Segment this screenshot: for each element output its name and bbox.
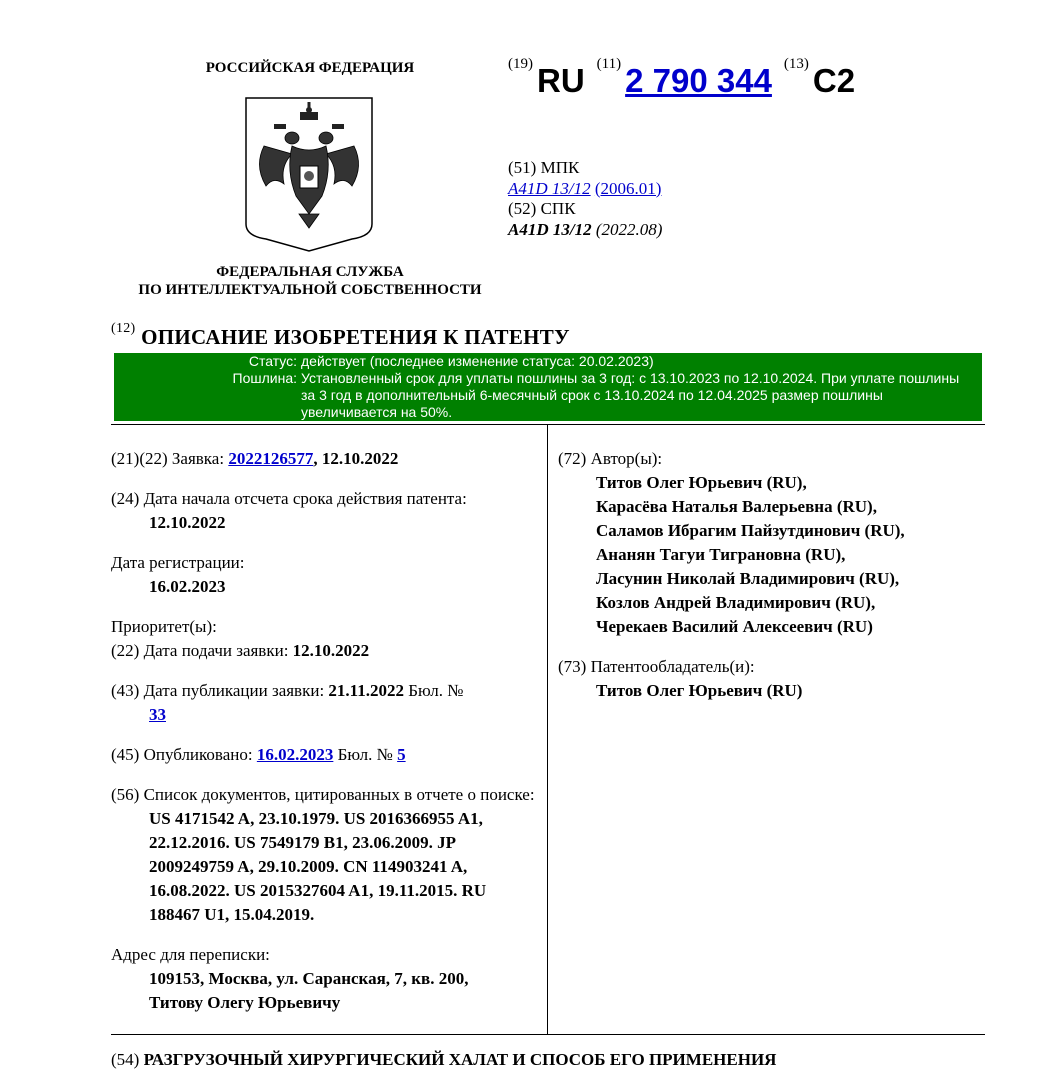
priority-label: Приоритет(ы): xyxy=(111,617,217,636)
coat-of-arms-icon xyxy=(244,96,374,257)
published-bulletin: Бюл. № xyxy=(337,745,393,764)
term-start-value: 12.10.2022 xyxy=(149,513,226,532)
ipc-label: (51) МПК xyxy=(508,158,580,177)
ipc-code-link[interactable]: A41D 13/12 xyxy=(508,178,591,198)
cpc-label: (52) СПК xyxy=(508,199,576,218)
app-pub-bulletin-link[interactable]: 33 xyxy=(149,705,166,724)
status-value: действует (последнее изменение статуса: 20.02.2023) xyxy=(301,353,654,369)
citations-field xyxy=(111,783,541,927)
status-box xyxy=(114,353,982,421)
author-item: Ананян Тагуи Тиграновна (RU), xyxy=(596,545,846,564)
published-bulletin-link[interactable]: 5 xyxy=(397,745,406,764)
invention-title-text: РАЗГРУЗОЧНЫЙ ХИРУРГИЧЕСКИЙ ХАЛАТ И СПОСОБ ЕГО ПРИМЕНЕНИЯ xyxy=(143,1050,777,1069)
address-line-2: Титову Олегу Юрьевичу xyxy=(149,993,341,1012)
author-item: Козлов Андрей Владимирович (RU), xyxy=(596,593,876,612)
app-publication-field xyxy=(111,679,541,727)
patent-number-line xyxy=(508,56,856,100)
classification-block xyxy=(508,158,662,240)
country-name: РОССИЙСКАЯ ФЕДЕРАЦИЯ xyxy=(205,60,415,76)
filing-field xyxy=(111,639,541,663)
filing-label: (22) Дата подачи заявки: xyxy=(111,641,289,660)
patent-number-link[interactable]: 2 790 344 xyxy=(625,62,772,99)
code-13: (13) xyxy=(783,56,809,72)
citations-label: (56) Список документов, цитированных в отчете о поиске: xyxy=(111,785,535,804)
owner-label: (73) Патентообладатель(и): xyxy=(558,657,755,676)
application-number-link[interactable]: 2022126577 xyxy=(228,449,314,468)
document-title xyxy=(111,321,570,350)
kind-code: C2 xyxy=(812,62,856,99)
left-column xyxy=(111,447,541,1031)
agency-name xyxy=(110,263,510,299)
cpc-code: A41D 13/12 xyxy=(508,219,592,239)
divider-bottom xyxy=(111,1034,985,1035)
address-line-1: 109153, Москва, ул. Саранская, 7, кв. 200, xyxy=(149,969,469,988)
author-item: Карасёва Наталья Валерьевна (RU), xyxy=(596,497,877,516)
term-start-label: (24) Дата начала отсчета срока действия патента: xyxy=(111,489,467,508)
application-label: (21)(22) Заявка: xyxy=(111,449,225,468)
authors-label: (72) Автор(ы): xyxy=(558,449,663,468)
registration-field xyxy=(111,551,541,599)
application-field xyxy=(111,447,541,471)
author-item: Титов Олег Юрьевич (RU), xyxy=(596,473,807,492)
author-item: Черекаев Василий Алексеевич (RU) xyxy=(596,617,873,636)
author-item: Саламов Ибрагим Пайзутдинович (RU), xyxy=(596,521,905,540)
code-54: (54) xyxy=(111,1050,140,1069)
country-code: RU xyxy=(537,62,585,99)
document-title-text: ОПИСАНИЕ ИЗОБРЕТЕНИЯ К ПАТЕНТУ xyxy=(141,325,570,349)
cpc-row xyxy=(508,220,662,241)
published-date-link[interactable]: 16.02.2023 xyxy=(256,745,334,764)
authors-field xyxy=(558,447,978,639)
status-label: Статус: xyxy=(248,353,297,369)
address-label: Адрес для переписки: xyxy=(111,945,270,964)
column-divider xyxy=(547,425,548,1035)
citations-value: US 4171542 A, 23.10.1979. US 2016366955 A1, 22.12.2016. US 7549179 B1, 23.06.2009. JP 2009249759 A, 29.10.2009. CN 114903241 A, 16.08.2022. US 2015327604 A1, 19.11.2015. RU 188467 U1, 15.04.2019. xyxy=(149,809,487,924)
term-start-field xyxy=(111,487,541,535)
owner-value: Титов Олег Юрьевич (RU) xyxy=(596,681,803,700)
author-item: Ласунин Николай Владимирович (RU), xyxy=(596,569,900,588)
address-field xyxy=(111,943,541,1015)
published-label: (45) Опубликовано: xyxy=(111,745,253,764)
app-pub-label: (43) Дата публикации заявки: xyxy=(111,681,325,700)
cpc-version: (2022.08) xyxy=(595,219,663,239)
app-pub-value: 21.11.2022 xyxy=(328,681,404,700)
filing-value: 12.10.2022 xyxy=(292,641,370,660)
app-pub-bulletin: Бюл. № xyxy=(408,681,464,700)
registration-value: 16.02.2023 xyxy=(149,577,226,596)
fee-value: Установленный срок для уплаты пошлины за 3 год: с 13.10.2023 по 12.10.2024. При уплате пошлины за 3 год в дополнительный 6-месячный срок с 13.10.2024 по 12.04.2025 размер пошлины увеличивается на 50%. xyxy=(301,370,960,420)
code-11: (11) xyxy=(596,56,622,72)
owner-field xyxy=(558,655,978,703)
ipc-version-link[interactable]: (2006.01) xyxy=(594,178,662,198)
ipc-row xyxy=(508,179,662,200)
right-column xyxy=(558,447,978,719)
code-19: (19) xyxy=(508,56,533,72)
code-12: (12) xyxy=(111,321,136,336)
agency-line-2: ПО ИНТЕЛЛЕКТУАЛЬНОЙ СОБСТВЕННОСТИ xyxy=(138,282,482,298)
invention-title xyxy=(111,1050,776,1070)
agency-line-1: ФЕДЕРАЛЬНАЯ СЛУЖБА xyxy=(216,264,404,280)
fee-label: Пошлина: xyxy=(232,370,297,386)
published-field xyxy=(111,743,541,767)
registration-label: Дата регистрации: xyxy=(111,553,245,572)
application-date: , 12.10.2022 xyxy=(313,449,399,468)
divider-top xyxy=(111,424,985,425)
